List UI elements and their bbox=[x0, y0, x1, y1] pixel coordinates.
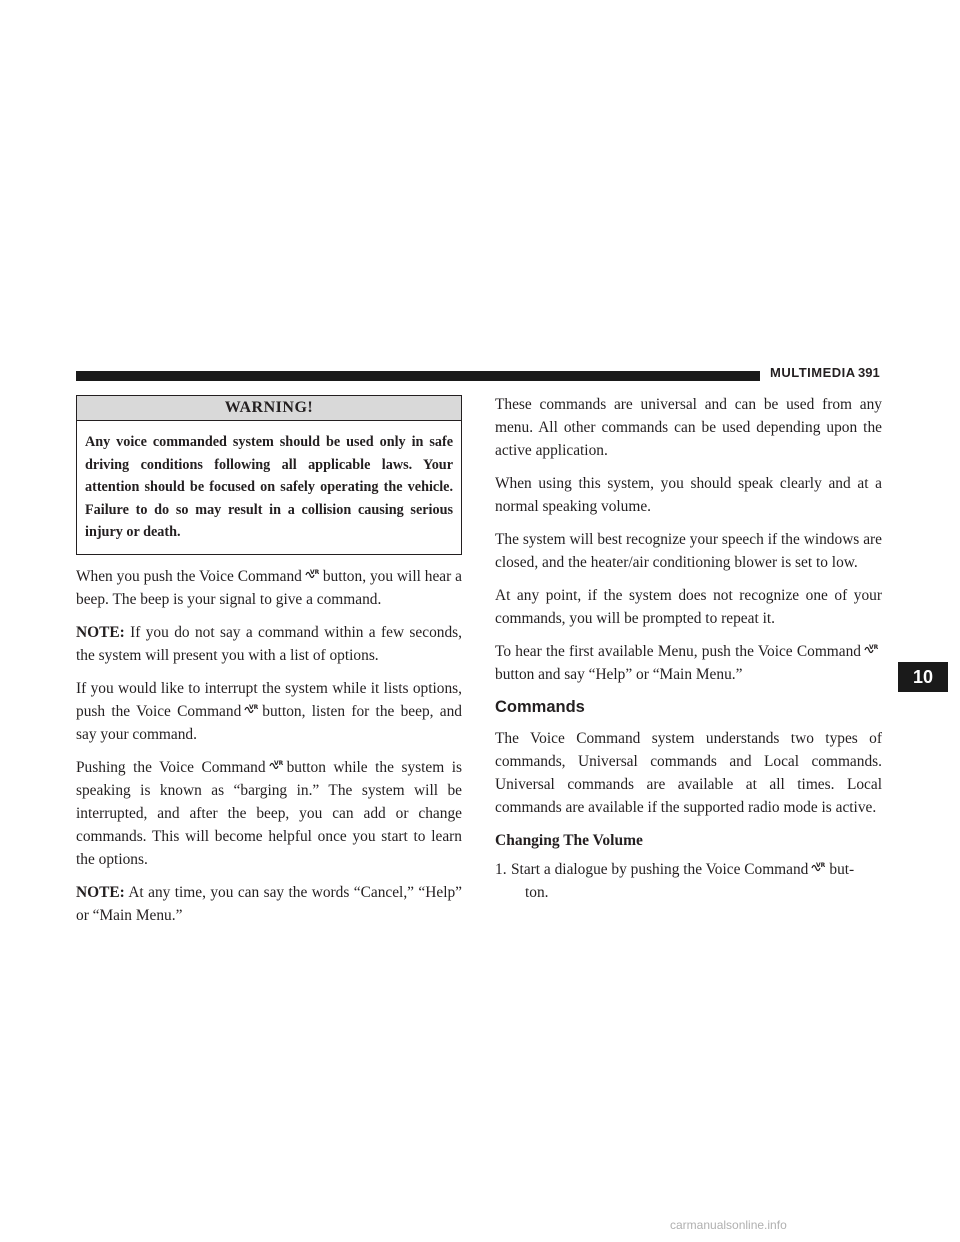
paragraph-main-menu bbox=[495, 640, 882, 686]
paragraph-push-voice bbox=[76, 565, 462, 611]
list-number: 1. bbox=[495, 861, 507, 878]
voice-command-icon bbox=[269, 759, 286, 773]
paragraph-speak-clearly: When using this system, you should speak clearly and at a normal speaking volume. bbox=[495, 475, 882, 515]
note-paragraph-1 bbox=[76, 621, 462, 667]
text-span: button and say “Help” or “Main Menu.” bbox=[495, 666, 743, 683]
text-span: Start a dialogue by pushing the Voice Command bbox=[511, 861, 809, 878]
svg-text:VR: VR bbox=[249, 703, 259, 711]
header-rule bbox=[76, 371, 760, 381]
note-label: NOTE: bbox=[76, 883, 125, 901]
text-span: If you would like to interrupt the system while it lists options, push the Voice Command bbox=[76, 679, 462, 720]
watermark: carmanualsonline.info bbox=[670, 1218, 787, 1232]
note-paragraph-2 bbox=[76, 881, 462, 927]
voice-command-icon bbox=[864, 643, 881, 657]
note-text: At any time, you can say the words “Cancel,” “Help” or “Main Menu.” bbox=[76, 883, 462, 924]
svg-text:VR: VR bbox=[869, 644, 879, 651]
warning-title: WARNING! bbox=[77, 396, 461, 421]
paragraph-repeat: At any point, if the system does not recognize one of your commands, you will be prompted to repeat it. bbox=[495, 587, 882, 627]
list-continuation: ton. bbox=[525, 884, 549, 901]
right-column bbox=[495, 393, 882, 904]
paragraph-command-types: The Voice Command system understands two types of commands, Universal commands and Local commands. Universal commands are available at all times. Local commands are available if the supported radio mode is active. bbox=[495, 730, 882, 816]
left-column bbox=[76, 395, 462, 937]
paragraph-universal: These commands are universal and can be used from any menu. All other commands can be used depending upon the active application. bbox=[495, 396, 882, 459]
warning-box bbox=[76, 395, 462, 555]
paragraph-barging-in bbox=[76, 756, 462, 871]
text-span: button, listen for the beep, and say your command. bbox=[76, 702, 462, 743]
voice-command-icon bbox=[244, 703, 261, 717]
note-text: If you do not say a command within a few seconds, the system will present you with a list of options. bbox=[76, 623, 462, 664]
volume-subheading: Changing The Volume bbox=[495, 832, 643, 849]
page-number: 391 bbox=[858, 365, 880, 380]
commands-heading: Commands bbox=[495, 698, 585, 716]
text-span: button, you will hear a beep. The beep is your signal to give a command. bbox=[76, 567, 463, 608]
svg-text:VR: VR bbox=[309, 568, 320, 576]
text-span: When you push the Voice Command bbox=[76, 567, 302, 585]
chapter-tab: 10 bbox=[898, 662, 948, 692]
list-text bbox=[511, 858, 882, 881]
paragraph-interrupt bbox=[76, 677, 462, 746]
text-span: Pushing the Voice Command bbox=[76, 758, 266, 776]
voice-command-icon bbox=[811, 861, 828, 875]
note-label: NOTE: bbox=[76, 623, 125, 641]
text-span: but- bbox=[829, 861, 855, 878]
section-title: MULTIMEDIA bbox=[770, 365, 856, 380]
warning-body: Any voice commanded system should be used only in safe driving conditions following all applicable laws. Your attention should be focused on safely operating the vehicle. Failure to do so may result in a collision causing serious injury or death. bbox=[85, 434, 453, 540]
text-span: button while the system is speaking is known as “barging in.” The system will be interrupted, and after the beep, you can add or change commands. This will become helpful once you start to learn the options. bbox=[76, 758, 462, 868]
text-span: To hear the first available Menu, push the Voice Command bbox=[495, 643, 861, 660]
paragraph-windows: The system will best recognize your speech if the windows are closed, and the heater/air conditioning blower is set to low. bbox=[495, 531, 882, 571]
svg-text:VR: VR bbox=[816, 862, 826, 869]
list-item bbox=[495, 858, 882, 881]
svg-text:VR: VR bbox=[273, 759, 283, 767]
voice-command-icon bbox=[305, 568, 322, 582]
